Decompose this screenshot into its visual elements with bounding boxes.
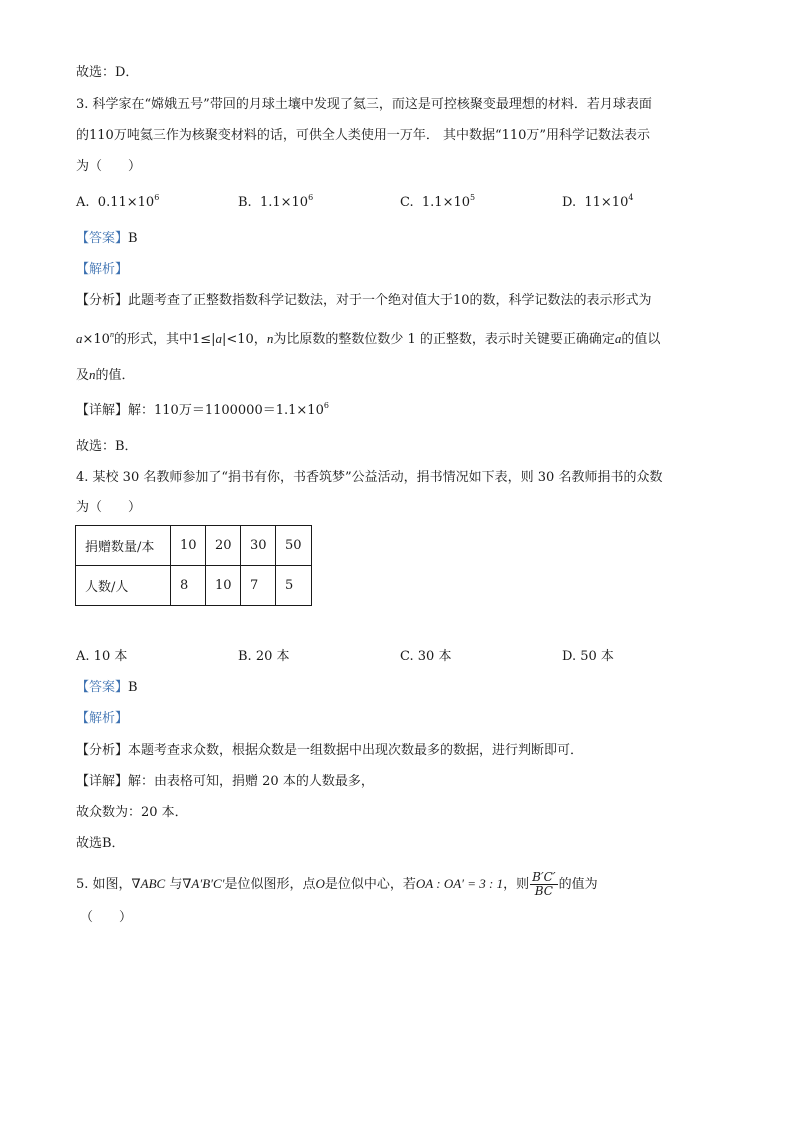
detail-tag: 【详解】 [76,403,129,418]
q3-stem-line1: 3. 科学家在“嫦娥五号”带回的月球土壤中发现了氦三，而这是可控核聚变最理想的材料．若月球表面 [76,97,652,112]
q4-fenxi: 【分析】本题考查求众数，根据众数是一组数据中出现次数最多的数据，进行判断即可． [76,743,584,758]
detail-tag: 【详解】 [76,774,129,789]
answer-tag: 【答案】 [76,231,129,246]
q4-stem-line2: 为（ ） [76,500,142,515]
table-cell: 20 [206,526,241,566]
table-cell: 8 [171,566,206,606]
q3-choice: 故选：B． [76,439,138,454]
q4-detail: 【详解】解：由表格可知，捐赠 20 本的人数最多， [76,774,374,789]
table-cell: 5 [276,566,312,606]
q4-conclusion: 故众数为：20 本． [76,805,188,820]
q3-fenxi-line3: 及n的值． [76,367,135,383]
table-cell: 人数/人 [76,566,171,606]
table-cell: 50 [276,526,312,566]
q4-answer [76,680,138,696]
table-cell: 10 [206,566,241,606]
q4-option-c: C. 30 本 [400,649,452,664]
q4-option-b: B. 20 本 [238,649,290,664]
answer-tag: 【答案】 [76,680,129,695]
q3-option-b: B. $1.1\times 10^6$ [238,193,314,210]
q3-fenxi-line2: $a\times 10^n$的形式，其中1≤|a|<10，n为比原数的整数位数少 1 的正整数，表示时关键要正确确定a的值以 [76,330,661,347]
table-cell: 10 [171,526,206,566]
fenxi-tag: 【分析】 [76,293,129,308]
q3-analysis-tag: 【解析】 [76,262,129,277]
donation-table [75,525,312,606]
q3-option-a: A. $0.11\times 10^6$ [76,193,160,210]
table-cell: 7 [241,566,276,606]
q4-option-a: A. 10 本 [76,649,128,664]
prev-choice: 故选：D． [76,65,139,80]
table-cell: 捐赠数量/本 [76,526,171,566]
q4-stem-line1: 4. 某校 30 名教师参加了“捐书有你，书香筑梦”公益活动，捐书情况如下表，则 30 名教师捐书的众数 [76,470,663,485]
table-row [76,566,312,606]
q3-stem-line3: 为（ ） [76,159,142,174]
q3-option-d: D. $11\times 10^4$ [562,193,634,210]
fenxi-tag: 【分析】 [76,743,129,758]
table-cell: 30 [241,526,276,566]
q3-answer [76,231,138,247]
q4-analysis-tag: 【解析】 [76,711,129,726]
answer-value: B [128,680,138,695]
q5-stem-line1: 5. 如图，∇ABC 与∇A′B′C′是位似图形，点O是位似中心，若OA : OA′ = 3 : 1，则 $\frac{B'C'}{BC}$ 的值为 [76,870,598,898]
q3-option-c: C. $1.1\times 10^5$ [400,193,476,210]
q3-detail: 【详解】解：110万$=1100000=1.1\times 10^6$ [76,401,329,418]
q3-stem-line2: 的110万吨氦三作为核聚变材料的话，可供全人类使用一万年． 其中数据“110万”用科学记数法表示 [76,128,651,143]
ratio-fraction: $\frac{B'C'}{BC}$ [532,870,556,898]
answer-value: B [128,231,138,246]
q5-stem-line2: （ ） [80,910,133,925]
q4-option-d: D. 50 本 [562,649,614,664]
table-row [76,526,312,566]
q4-choice: 故选B． [76,836,125,851]
q3-fenxi-line1: 【分析】此题考查了正整数指数科学记数法，对于一个绝对值大于10的数，科学记数法的表示形式为 [76,293,652,308]
